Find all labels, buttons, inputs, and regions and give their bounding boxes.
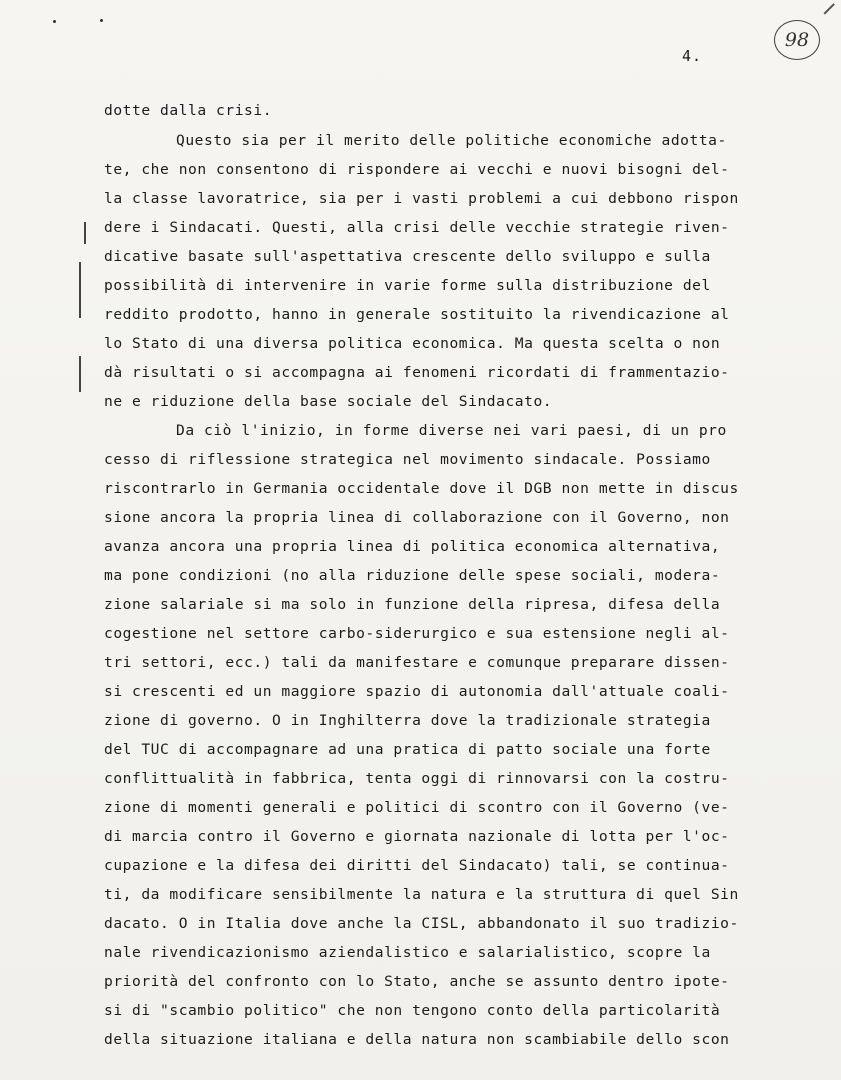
text-line: la classe lavoratrice, sia per i vasti problemi a cui debbono rispon: [104, 190, 739, 207]
text-line: del TUC di accompagnare ad una pratica di patto sociale una forte: [104, 741, 711, 758]
text-line: possibilità di intervenire in varie forme sulla distribuzione del: [104, 277, 711, 294]
text-line: dere i Sindacati. Questi, alla crisi delle vecchie strategie riven-: [104, 219, 730, 236]
text-line: zione salariale si ma solo in funzione della ripresa, difesa della: [104, 596, 721, 613]
text-line: dotte dalla crisi.: [104, 102, 273, 119]
text-line: cupazione e la difesa dei diritti del Sindacato) tali, se continua-: [104, 857, 730, 874]
text-line: priorità del confronto con lo Stato, anche se assunto dentro ipote-: [104, 973, 730, 990]
text-line: ne e riduzione della base sociale del Sindacato.: [104, 393, 553, 410]
text-line: Questo sia per il merito delle politiche economiche adotta-: [176, 132, 727, 149]
scan-speck: [53, 20, 56, 23]
text-line: Da ciò l'inizio, in forme diverse nei vari paesi, di un pro: [176, 422, 727, 439]
margin-annotation-line: [79, 356, 81, 392]
text-line: sione ancora la propria linea di collaborazione con il Governo, non: [104, 509, 730, 526]
archive-stamp: 98: [774, 20, 820, 60]
margin-annotation-line: [79, 262, 81, 318]
text-line: si crescenti ed un maggiore spazio di autonomia dall'attuale coali-: [104, 683, 730, 700]
scan-speck: [100, 19, 103, 22]
margin-annotation-line: [84, 222, 86, 244]
text-line: nale rivendicazionismo aziendalistico e salarialistico, scopre la: [104, 944, 711, 961]
text-line: zione di momenti generali e politici di scontro con il Governo (ve-: [104, 799, 730, 816]
text-line: dacato. O in Italia dove anche la CISL, abbandonato il suo tradizio-: [104, 915, 739, 932]
text-line: zione di governo. O in Inghilterra dove la tradizionale strategia: [104, 712, 711, 729]
text-line: ma pone condizioni (no alla riduzione delle spese sociali, modera-: [104, 567, 721, 584]
text-line: avanza ancora una propria linea di politica economica alternativa,: [104, 538, 721, 555]
text-line: cogestione nel settore carbo-siderurgico e sua estensione negli al-: [104, 625, 730, 642]
text-line: te, che non consentono di rispondere ai vecchi e nuovi bisogni del-: [104, 161, 730, 178]
text-line: di marcia contro il Governo e giornata nazionale di lotta per l'oc-: [104, 828, 730, 845]
text-line: dà risultati o si accompagna ai fenomeni ricordati di frammentazio-: [104, 364, 730, 381]
text-line: si di "scambio politico" che non tengono conto della particolarità: [104, 1002, 721, 1019]
text-line: ti, da modificare sensibilmente la natura e la struttura di quel Sin: [104, 886, 739, 903]
text-line: riscontrarlo in Germania occidentale dove il DGB non mette in discus: [104, 480, 739, 497]
pen-mark: [824, 3, 835, 14]
text-line: tri settori, ecc.) tali da manifestare e comunque preparare dissen-: [104, 654, 730, 671]
page-number: 4.: [682, 47, 703, 65]
text-line: cesso di riflessione strategica nel movimento sindacale. Possiamo: [104, 451, 711, 468]
text-line: dicative basate sull'aspettativa crescente dello sviluppo e sulla: [104, 248, 711, 265]
text-line: conflittualità in fabbrica, tenta oggi di rinnovarsi con la costru-: [104, 770, 730, 787]
text-line: reddito prodotto, hanno in generale sostituito la rivendicazione al: [104, 306, 730, 323]
text-line: della situazione italiana e della natura non scambiabile dello scon: [104, 1031, 730, 1048]
text-line: lo Stato di una diversa politica economica. Ma questa scelta o non: [104, 335, 721, 352]
